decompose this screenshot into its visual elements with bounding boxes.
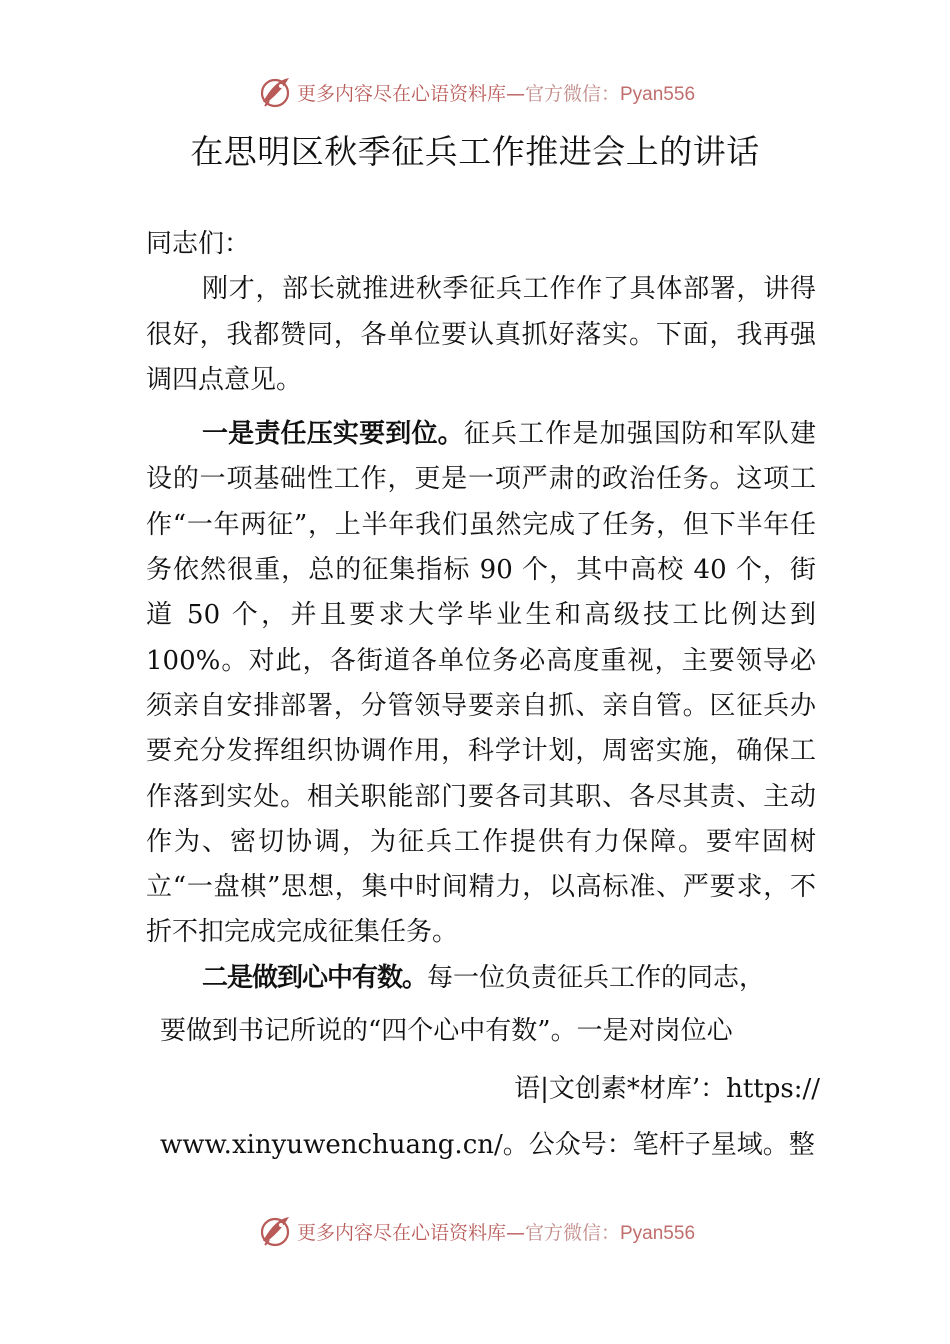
body-line-continued: 要做到书记所说的“四个心中有数”。一是对岗位心: [160, 1016, 733, 1046]
header-banner-text: 更多内容尽在心语资料库—官方微信：Pyan556: [296, 82, 696, 105]
footer-banner-text: 更多内容尽在心语资料库—官方微信：Pyan556: [296, 1221, 696, 1244]
point-one-paragraph: [146, 412, 816, 956]
point-two-text: 每一位负责征兵工作的同志，: [427, 962, 766, 993]
header-banner: [0, 70, 950, 114]
document-body: [146, 222, 816, 1001]
watermark-url-line: www.xinyuwenchuang.cn/。公众号：笔杆子星域。整: [160, 1130, 815, 1160]
point-two-paragraph: [146, 956, 816, 1001]
point-two-heading: 二是做到心中有数。: [202, 962, 428, 993]
document-title: 在思明区秋季征兵工作推进会上的讲话: [190, 132, 760, 171]
intro-paragraph: 刚才，部长就推进秋季征兵工作作了具体部署，讲得很好，我都赞同，各单位要认真抓好落实。下面，我再强调四点意见。: [146, 274, 816, 395]
point-one-heading: 一是责任压实要到位。: [202, 419, 464, 450]
watermark-source-line: 语|文创素*材库’：https://: [514, 1074, 820, 1104]
footer-banner: [0, 1209, 950, 1253]
point-one-text: 征兵工作是加强国防和军队建设的一项基础性工作，更是一项严肃的政治任务。这项工作“一年两征”，上半年我们虽然完成了任务，但下半年任务依然很重，总的征集指标 90 个，其中高校 40 个，街道 50 个，并且要求大学毕业生和高级技工比例达到 100%。对此，各街道各单位务必高度重视，主要领导必须亲自安排部署，分管领导要亲自抓、亲自管。区征兵办要充分发挥组织协调作用，科学计划，周密实施，确保工作落到实处。相关职能部门要各司其职、各尽其责、主动作为、密切协调，为征兵工作提供有力保障。要牢固树立“一盘棋”思想，集中时间精力，以高标准、严要求，不折不扣完成完成征集任务。: [146, 419, 816, 948]
salutation: 同志们：: [146, 229, 251, 259]
pen-logo-icon: [255, 1211, 295, 1251]
pen-logo-icon: [255, 72, 295, 112]
